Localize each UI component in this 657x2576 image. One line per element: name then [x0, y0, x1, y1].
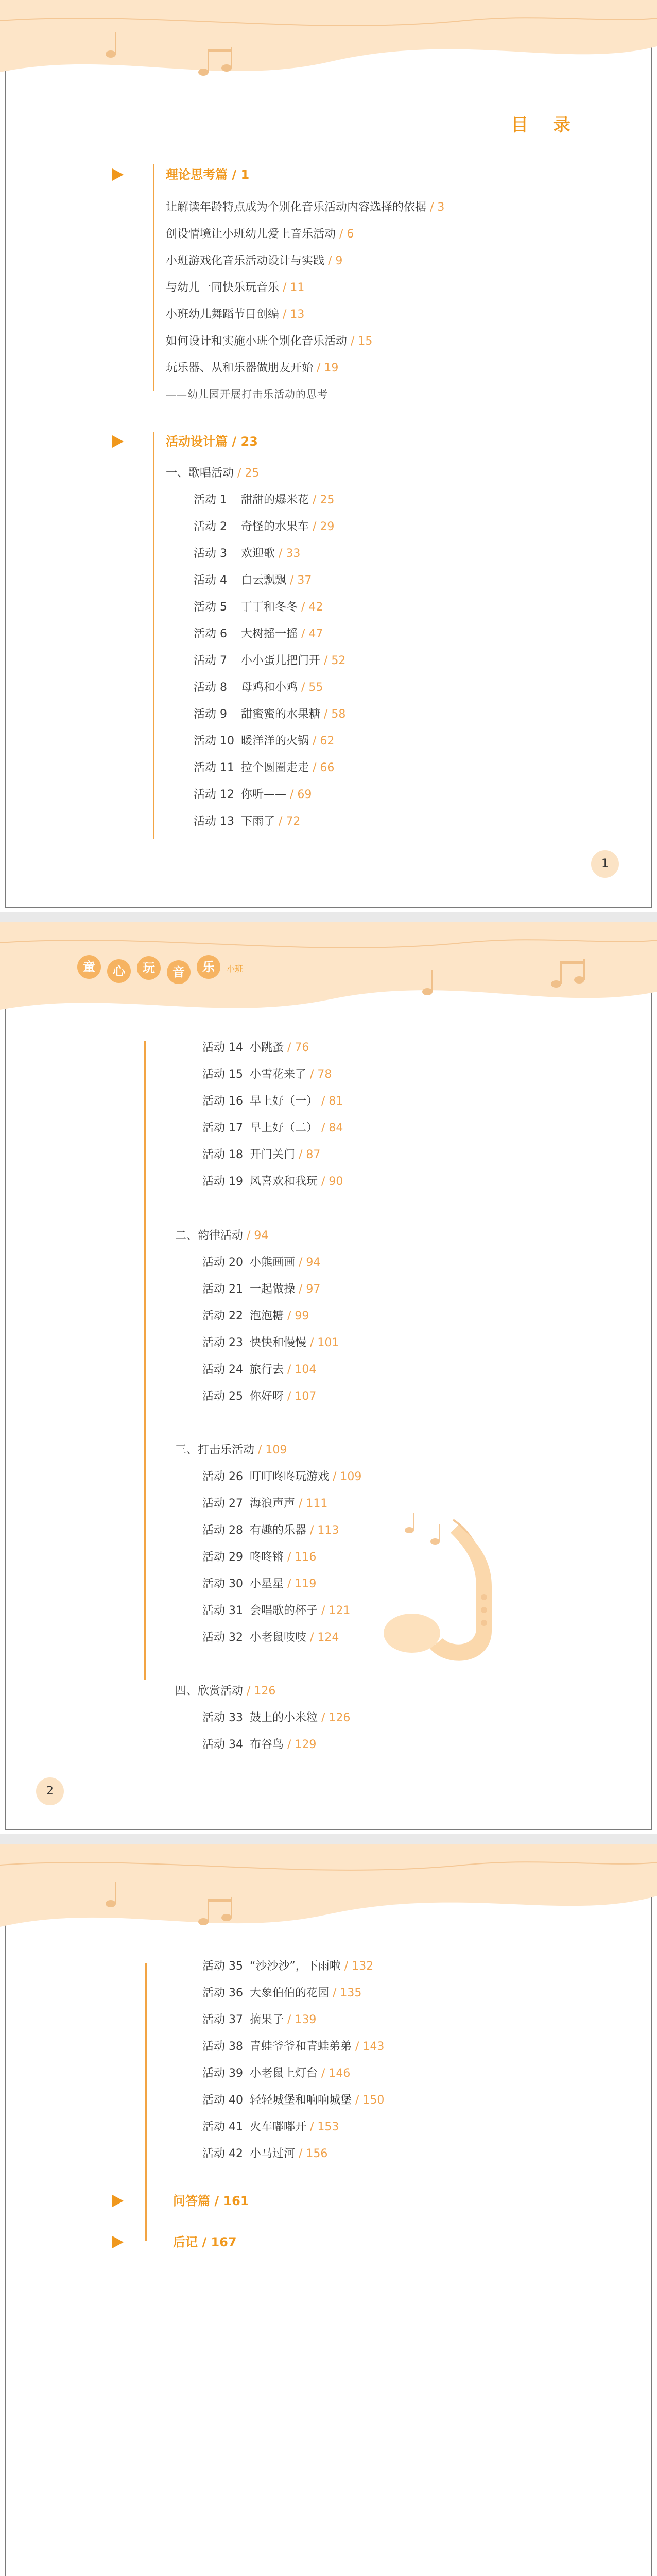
activity-entry[interactable]: 活动 42 小马过河 / 156 — [202, 2147, 328, 2160]
category-rhythm[interactable]: 二、韵律活动 / 94 — [175, 1229, 269, 1242]
activity-entry[interactable]: 活动 23 快快和慢慢 / 101 — [202, 1336, 339, 1349]
section-qa[interactable]: 问答篇 / 161 — [173, 2194, 249, 2208]
activity-entry[interactable]: 活动 34 布谷鸟 / 129 — [202, 1738, 317, 1751]
activity-entry[interactable]: 活动 28 有趣的乐器 / 113 — [202, 1524, 339, 1537]
activity-entry[interactable]: 活动 38 青蛙爷爷和青蛙弟弟 / 143 — [202, 2040, 385, 2053]
section-activity-design[interactable]: 活动设计篇 / 23 — [166, 434, 258, 449]
activity-entry[interactable]: 活动 4 白云飘飘 / 37 — [194, 574, 312, 587]
activity-entry[interactable]: 活动 32 小老鼠吱吱 / 124 — [202, 1631, 339, 1644]
toc-entry[interactable]: 小班游戏化音乐活动设计与实践 / 9 — [166, 255, 343, 267]
page-number: 1 — [591, 850, 619, 878]
activity-entry[interactable]: 活动 25 你好呀 / 107 — [202, 1390, 317, 1403]
saxophone-icon — [381, 1510, 535, 1674]
section-theory[interactable]: 理论思考篇 / 1 — [166, 167, 250, 182]
toc-page-1 — [0, 0, 657, 912]
category-singing[interactable]: 一、歌唱活动 / 25 — [166, 467, 260, 480]
toc-page-3 — [0, 1844, 657, 2576]
activity-entry[interactable]: 活动 9 甜蜜蜜的水果糖 / 58 — [194, 708, 346, 721]
category-appreciation[interactable]: 四、欣赏活动 / 126 — [175, 1685, 276, 1698]
logo-char: 童 — [77, 955, 101, 979]
activity-entry[interactable]: 活动 20 小熊画画 / 94 — [202, 1256, 321, 1269]
activity-entry[interactable]: 活动 3 欢迎歌 / 33 — [194, 547, 301, 560]
activity-entry[interactable]: 活动 40 轻轻城堡和响响城堡 / 150 — [202, 2094, 385, 2107]
toc-entry[interactable]: 创设情境让小班幼儿爱上音乐活动 / 6 — [166, 228, 354, 241]
activity-entry[interactable]: 活动 29 咚咚锵 / 116 — [202, 1551, 317, 1564]
section-arrow-icon — [112, 2195, 124, 2207]
logo-char: 乐 — [197, 955, 220, 979]
activity-entry[interactable]: 活动 10 暖洋洋的火锅 / 62 — [194, 735, 335, 748]
activity-entry[interactable]: 活动 1 甜甜的爆米花 / 25 — [194, 494, 335, 506]
activity-entry[interactable]: 活动 15 小雪花来了 / 78 — [202, 1068, 332, 1081]
page-title: 目 录 — [511, 115, 580, 135]
toc-entry[interactable]: 玩乐器、从和乐器做朋友开始 / 19 — [166, 362, 339, 375]
activity-entry[interactable]: 活动 35 “沙沙沙”，下雨啦 / 132 — [202, 1960, 374, 1973]
section-line — [144, 1041, 146, 1680]
activity-entry[interactable]: 活动 27 海浪声声 / 111 — [202, 1497, 328, 1510]
page-banner — [0, 0, 657, 88]
book-logo — [77, 955, 263, 986]
logo-char: 音 — [167, 960, 191, 984]
activity-entry[interactable]: 活动 21 一起做操 / 97 — [202, 1283, 321, 1296]
activity-entry[interactable]: 活动 26 叮叮咚咚玩游戏 / 109 — [202, 1470, 362, 1483]
page-frame — [5, 1849, 652, 2576]
category-percussion[interactable]: 三、打击乐活动 / 109 — [175, 1444, 287, 1456]
page-frame — [5, 926, 652, 1830]
section-afterword[interactable]: 后记 / 167 — [173, 2235, 237, 2249]
activity-entry[interactable]: 活动 39 小老鼠上灯台 / 146 — [202, 2067, 351, 2080]
activity-entry[interactable]: 活动 6 大树摇一摇 / 47 — [194, 628, 323, 640]
activity-entry[interactable]: 活动 5 丁丁和冬冬 / 42 — [194, 601, 323, 614]
section-arrow-icon — [112, 435, 124, 448]
activity-entry[interactable]: 活动 7 小小蛋儿把门开 / 52 — [194, 654, 346, 667]
toc-entry[interactable]: 如何设计和实施小班个别化音乐活动 / 15 — [166, 335, 373, 348]
activity-entry[interactable]: 活动 8 母鸡和小鸡 / 55 — [194, 681, 323, 694]
activity-entry[interactable]: 活动 16 早上好（一） / 81 — [202, 1095, 343, 1108]
page-number: 2 — [36, 1777, 64, 1805]
section-arrow-icon — [112, 2236, 124, 2248]
logo-suffix: 小班 — [227, 964, 244, 974]
page-banner — [0, 1844, 657, 1947]
activity-entry[interactable]: 活动 31 会唱歌的杯子 / 121 — [202, 1604, 351, 1617]
toc-entry[interactable]: 与幼儿一同快乐玩音乐 / 11 — [166, 281, 305, 294]
activity-entry[interactable]: 活动 36 大象伯伯的花园 / 135 — [202, 1987, 362, 1999]
activity-entry[interactable]: 活动 30 小星星 / 119 — [202, 1578, 317, 1590]
logo-char: 心 — [107, 959, 131, 983]
activity-entry[interactable]: 活动 41 火车嘟嘟开 / 153 — [202, 2121, 339, 2133]
section-line — [153, 432, 154, 839]
toc-entry[interactable]: 小班幼儿舞蹈节目创编 / 13 — [166, 308, 305, 321]
activity-entry[interactable]: 活动 24 旅行去 / 104 — [202, 1363, 317, 1376]
activity-entry[interactable]: 活动 17 早上好（二） / 84 — [202, 1122, 343, 1134]
activity-entry[interactable]: 活动 13 下雨了 / 72 — [194, 815, 301, 828]
toc-page-2 — [0, 922, 657, 1834]
logo-char: 玩 — [137, 956, 161, 980]
activity-entry[interactable]: 活动 19 风喜欢和我玩 / 90 — [202, 1175, 343, 1188]
activity-entry[interactable]: 活动 2 奇怪的水果车 / 29 — [194, 520, 335, 533]
section-arrow-icon — [112, 168, 124, 181]
activity-entry[interactable]: 活动 22 泡泡糖 / 99 — [202, 1310, 309, 1323]
activity-entry[interactable]: 活动 14 小跳蚤 / 76 — [202, 1041, 309, 1054]
activity-entry[interactable]: 活动 18 开门关门 / 87 — [202, 1148, 321, 1161]
activity-entry[interactable]: 活动 11 拉个圆圈走走 / 66 — [194, 761, 335, 774]
activity-entry[interactable]: 活动 37 摘果子 / 139 — [202, 2013, 317, 2026]
section-line — [153, 164, 154, 391]
section-line — [145, 1963, 147, 2241]
toc-entry[interactable]: 让解读年龄特点成为个别化音乐活动内容选择的依据 / 3 — [166, 201, 445, 214]
activity-entry[interactable]: 活动 12 你听—— / 69 — [194, 788, 312, 801]
activity-entry[interactable]: 活动 33 鼓上的小米粒 / 126 — [202, 1711, 351, 1724]
toc-subtitle: ——幼儿园开展打击乐活动的思考 — [166, 388, 328, 400]
